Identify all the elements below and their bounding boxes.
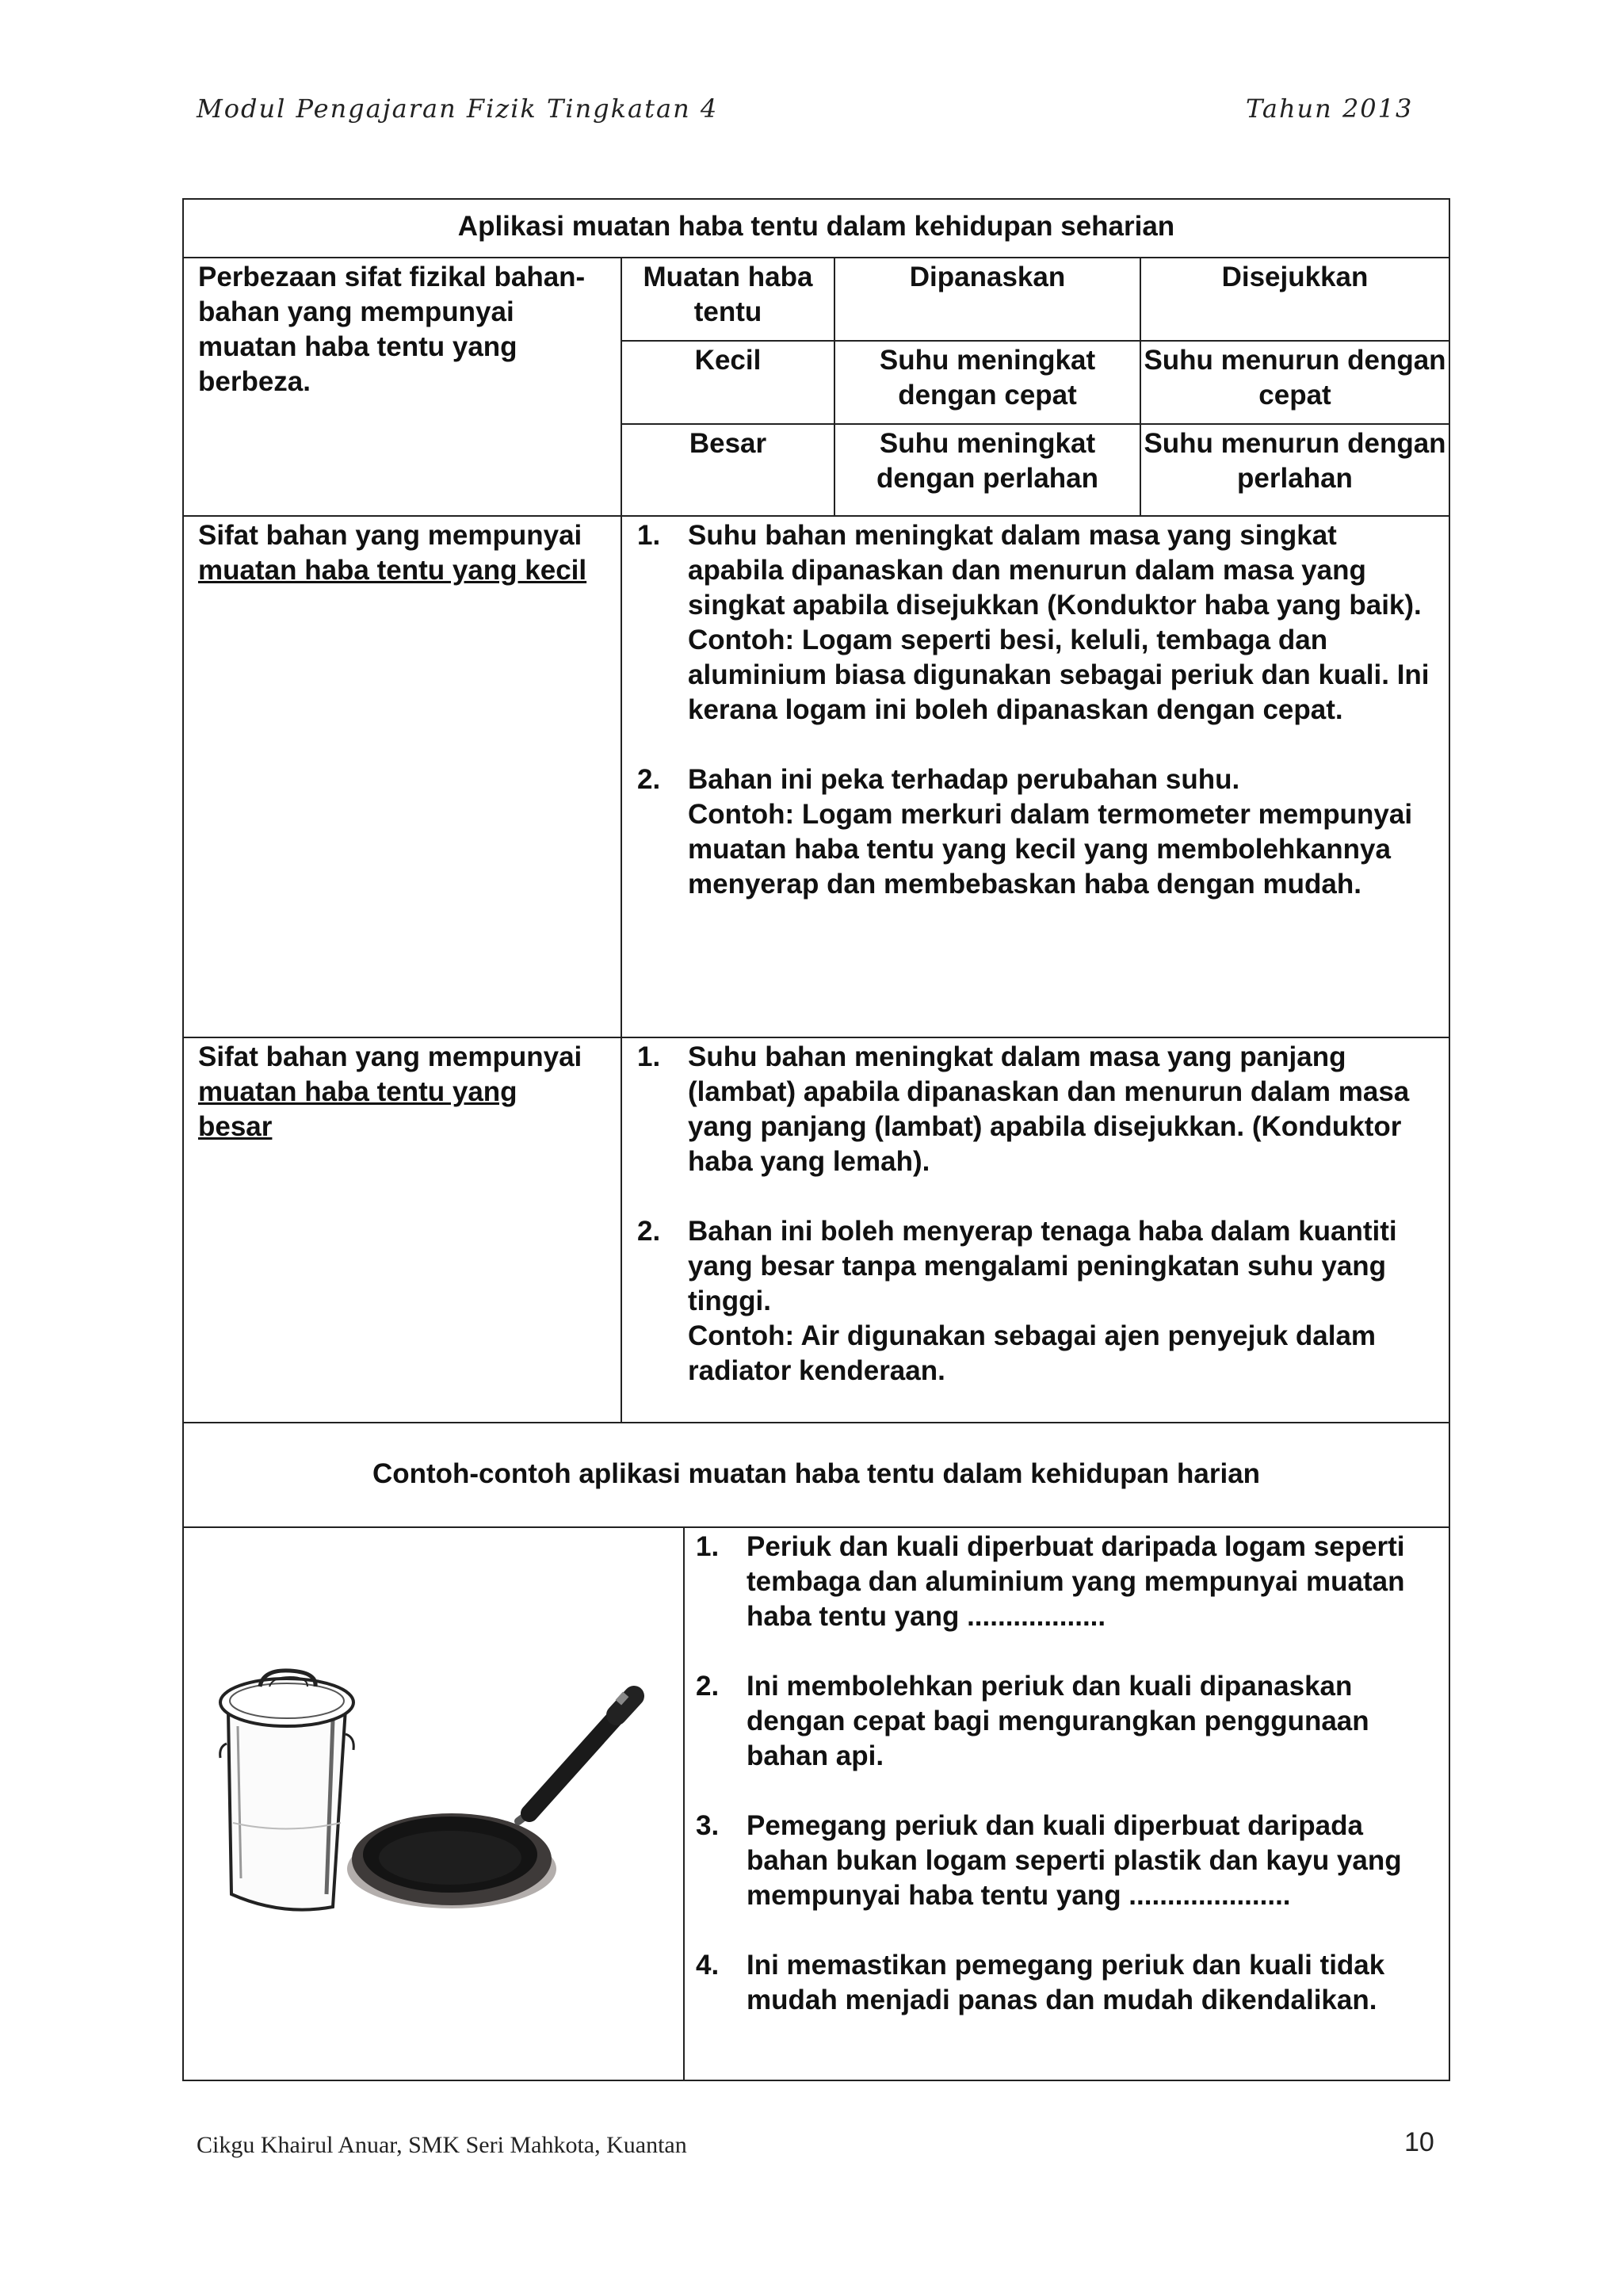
rule bbox=[621, 340, 1449, 342]
item-number: 2. bbox=[637, 1216, 661, 1247]
row-kecil-dipanaskan: Suhu meningkat dengan cepat bbox=[879, 345, 1096, 411]
item-number: 1. bbox=[637, 1041, 661, 1072]
rule bbox=[184, 1037, 1449, 1038]
small-heat-label bbox=[198, 518, 594, 588]
examples-list bbox=[696, 1530, 1442, 2053]
col-header-disejukkan: Disejukkan bbox=[1221, 262, 1369, 292]
row-kecil-label: Kecil bbox=[694, 345, 762, 376]
list-item bbox=[637, 1214, 1438, 1389]
rule bbox=[184, 257, 1449, 258]
item-number: 1. bbox=[637, 520, 661, 551]
item-text: Ini membolehkan periuk dan kuali dipanaskan dengan cepat bagi mengurangkan penggunaan bahan api. bbox=[747, 1671, 1369, 1771]
large-heat-label bbox=[198, 1040, 594, 1144]
list-item bbox=[696, 1809, 1442, 1913]
cooking-pot-icon bbox=[220, 1671, 354, 1910]
item-number: 3. bbox=[696, 1810, 720, 1841]
item-number: 1. bbox=[696, 1531, 720, 1562]
list-item bbox=[637, 762, 1438, 902]
pot-and-pan-illustration bbox=[214, 1664, 650, 1926]
row-kecil-disejukkan: Suhu menurun dengan cepat bbox=[1144, 345, 1446, 411]
list-item bbox=[696, 1530, 1442, 1634]
small-heat-label-underlined: muatan haba tentu yang kecil bbox=[198, 555, 587, 586]
item-text: Suhu bahan meningkat dalam masa yang singkat apabila dipanaskan dan menurun dalam masa yang singkat apabila disejukkan (Konduktor haba yang baik). bbox=[688, 520, 1422, 621]
rule bbox=[683, 1526, 685, 2081]
large-heat-label-prefix: Sifat bahan yang mempunyai bbox=[198, 1041, 582, 1072]
col-header-dipanaskan: Dipanaskan bbox=[909, 262, 1066, 292]
page-header-year: Tahun 2013 bbox=[1246, 94, 1414, 124]
rule bbox=[184, 515, 1449, 517]
table-title: Aplikasi muatan haba tentu dalam kehidupan seharian bbox=[457, 211, 1175, 242]
item-text: Bahan ini boleh menyerap tenaga haba dalam kuantiti yang besar tanpa mengalami peningkatan suhu yang tinggi. bbox=[688, 1216, 1397, 1316]
rule bbox=[621, 423, 1449, 425]
page-number: 10 bbox=[1404, 2127, 1434, 2157]
item-example: Contoh: Logam merkuri dalam termometer mempunyai muatan haba tentu yang kecil yang membolehkannya menyerap dan membebaskan haba dengan mudah. bbox=[688, 799, 1413, 900]
item-number: 2. bbox=[637, 764, 661, 795]
col-header-muatan: Muatan haba tentu bbox=[643, 262, 813, 327]
row-besar-disejukkan: Suhu menurun dengan perlahan bbox=[1144, 428, 1446, 494]
comparison-row-label: Perbezaan sifat fizikal bahan-bahan yang mempunyai muatan haba tentu yang berbeza. bbox=[198, 262, 586, 397]
small-heat-list bbox=[637, 518, 1438, 937]
row-besar-label: Besar bbox=[689, 428, 767, 459]
examples-title: Contoh-contoh aplikasi muatan haba tentu dalam kehidupan harian bbox=[372, 1458, 1261, 1489]
list-item bbox=[637, 1040, 1438, 1179]
row-besar-dipanaskan: Suhu meningkat dengan perlahan bbox=[876, 428, 1099, 494]
list-item bbox=[637, 518, 1438, 728]
item-text: Ini memastikan pemegang periuk dan kuali tidak mudah menjadi panas dan mudah dikendalikan. bbox=[747, 1950, 1385, 2015]
footer-author: Cikgu Khairul Anuar, SMK Seri Mahkota, Kuantan bbox=[197, 2132, 687, 2158]
large-heat-label-underlined: muatan haba tentu yang besar bbox=[198, 1076, 517, 1142]
item-text: Pemegang periuk dan kuali diperbuat daripada bahan bukan logam seperti plastik dan kayu yang mempunyai haba tentu yang ..................... bbox=[747, 1810, 1402, 1911]
item-text: Periuk dan kuali diperbuat daripada logam seperti tembaga dan aluminium yang mempunyai muatan haba tentu yang .................. bbox=[747, 1531, 1405, 1632]
item-text: Bahan ini peka terhadap perubahan suhu. bbox=[688, 764, 1240, 795]
item-text: Suhu bahan meningkat dalam masa yang panjang (lambat) apabila dipanaskan dan menurun dalam masa yang panjang (lambat) apabila disejukkan. (Konduktor haba yang lemah). bbox=[688, 1041, 1410, 1177]
large-heat-list bbox=[637, 1040, 1438, 1423]
rule bbox=[184, 1526, 1449, 1528]
item-example: Contoh: Logam seperti besi, keluli, tembaga dan aluminium biasa digunakan sebagai periuk dan kuali. Ini kerana logam ini boleh dipanaskan dengan cepat. bbox=[688, 625, 1430, 725]
list-item bbox=[696, 1948, 1442, 2018]
frying-pan-icon bbox=[347, 1691, 634, 1908]
list-item bbox=[696, 1669, 1442, 1774]
item-number: 2. bbox=[696, 1671, 720, 1702]
small-heat-label-prefix: Sifat bahan yang mempunyai bbox=[198, 520, 582, 551]
page-header-title: Modul Pengajaran Fizik Tingkatan 4 bbox=[197, 94, 719, 124]
item-example: Contoh: Air digunakan sebagai ajen penyejuk dalam radiator kenderaan. bbox=[688, 1320, 1377, 1386]
item-number: 4. bbox=[696, 1950, 720, 1981]
